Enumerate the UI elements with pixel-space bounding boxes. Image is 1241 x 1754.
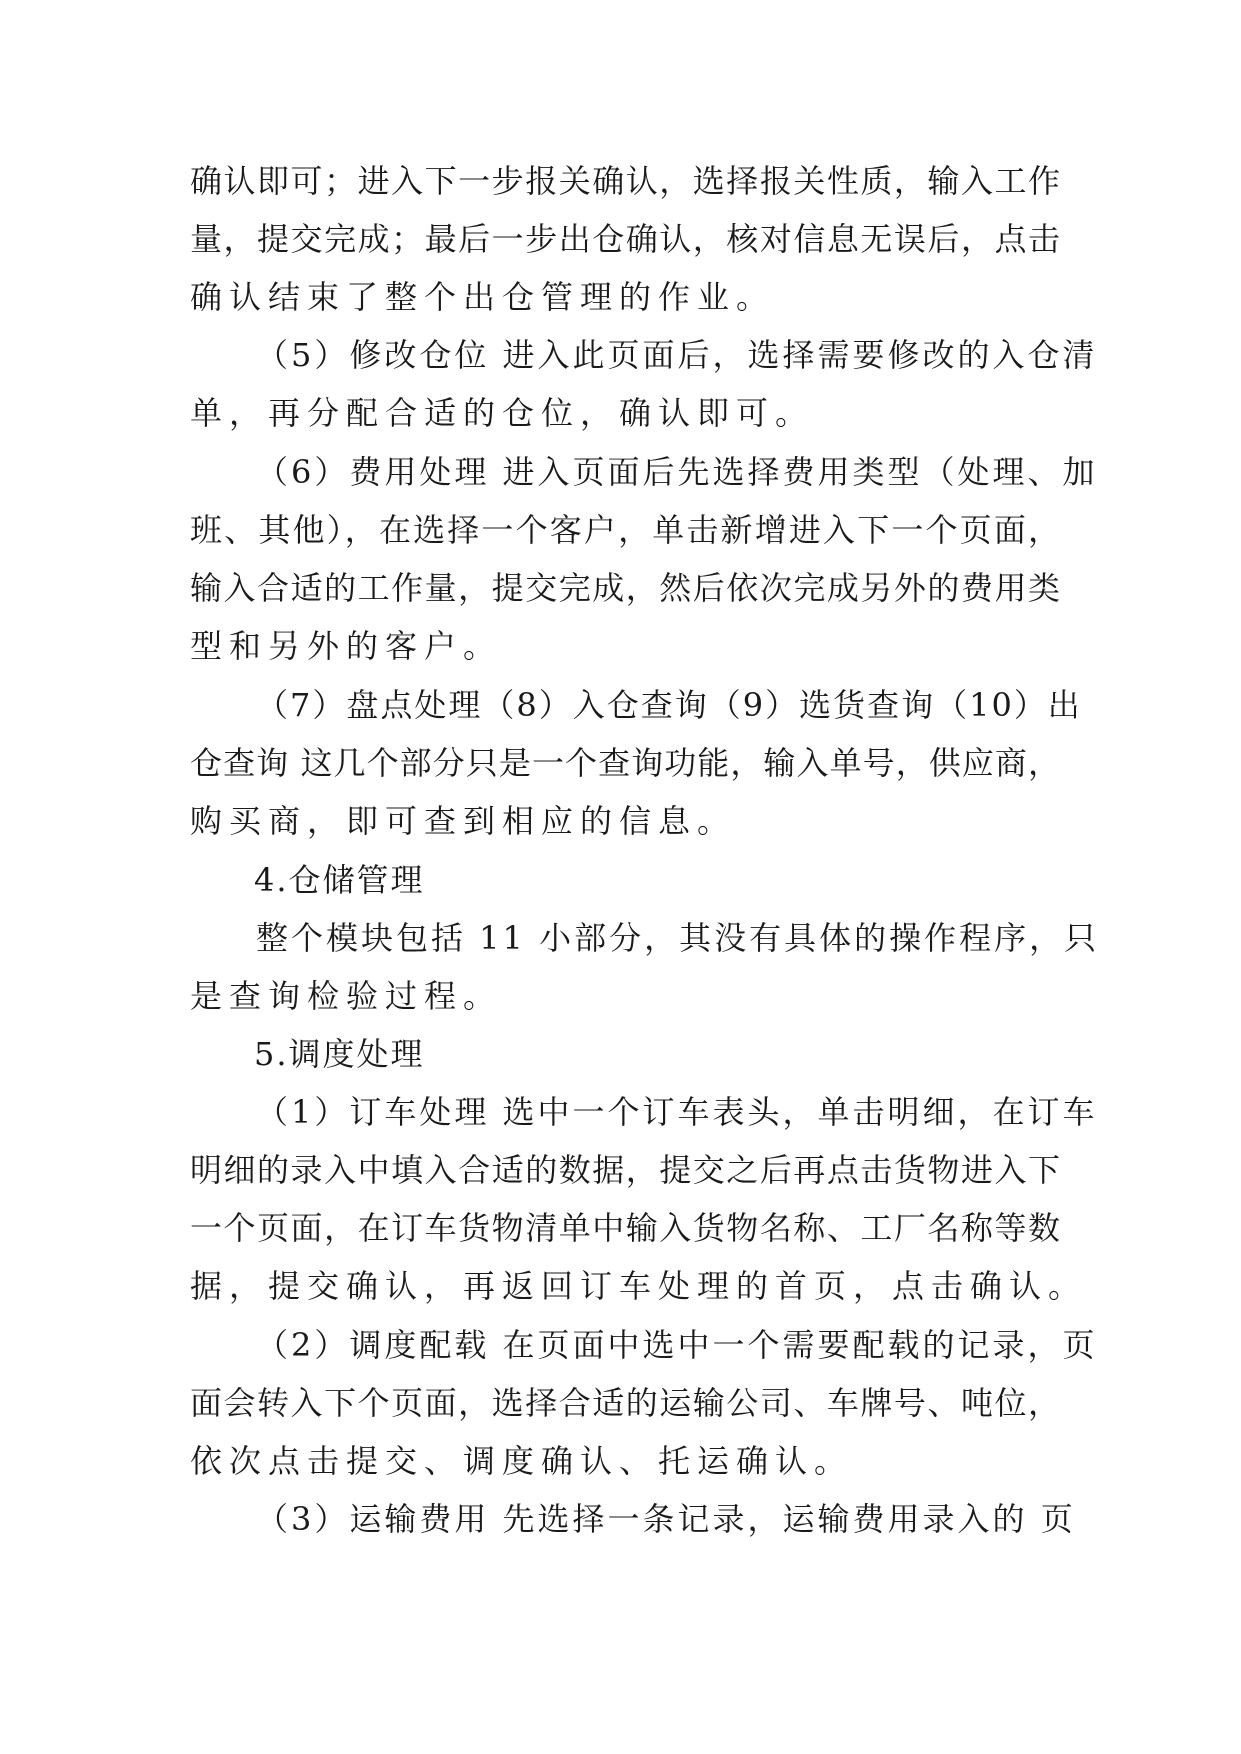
- text-line-9: 型和另外的客户。: [190, 627, 503, 665]
- text-line-15: 是查询检验过程。: [190, 977, 503, 1015]
- text-line-21: （2）调度配载 在页面中选中一个需要配载的记录，页: [256, 1326, 1098, 1364]
- text-line-18: 明细的录入中填入合适的数据，提交之后再点击货物进入下: [190, 1151, 1060, 1189]
- text-line-6: （6）费用处理 进入页面后先选择费用类型（处理、加: [256, 453, 1098, 491]
- section-heading-4: 4.仓储管理: [254, 861, 425, 899]
- text-line-7: 班、其他），在选择一个客户，单击新增进入下一个页面，: [190, 511, 1060, 549]
- text-line-11: 仓查询 这几个部分只是一个查询功能，输入单号，供应商，: [190, 744, 1060, 782]
- text-line-8: 输入合适的工作量，提交完成，然后依次完成另外的费用类: [190, 569, 1060, 607]
- text-line-12: 购买商，即可查到相应的信息。: [190, 802, 737, 840]
- text-line-23: 依次点击提交、调度确认、托运确认。: [190, 1442, 854, 1480]
- text-line-14: 整个模块包括 11 小部分，其没有具体的操作程序，只: [256, 919, 1100, 957]
- text-line-24: （3）运输费用 先选择一条记录，运输费用录入的 页: [256, 1500, 1076, 1538]
- text-line-22: 面会转入下个页面，选择合适的运输公司、车牌号、吨位，: [190, 1384, 1060, 1422]
- text-line-1: 确认即可；进入下一步报关确认，选择报关性质，输入工作: [190, 162, 1060, 200]
- section-heading-5: 5.调度处理: [254, 1035, 425, 1073]
- text-line-3: 确认结束了整个出仓管理的作业。: [190, 278, 776, 316]
- text-line-4: （5）修改仓位 进入此页面后，选择需要修改的入仓清: [256, 336, 1098, 374]
- text-line-2: 量，提交完成；最后一步出仓确认，核对信息无误后，点击: [190, 220, 1060, 258]
- text-line-17: （1）订车处理 选中一个订车表头，单击明细，在订车: [256, 1093, 1098, 1131]
- text-line-19: 一个页面，在订车货物清单中输入货物名称、工厂名称等数: [190, 1209, 1060, 1247]
- text-line-20: 据，提交确认，再返回订车处理的首页，点击确认。: [190, 1267, 1088, 1305]
- text-line-5: 单，再分配合适的仓位，确认即可。: [190, 394, 815, 432]
- text-line-10: （7）盘点处理（8）入仓查询（9）选货查询（10）出: [256, 686, 1082, 724]
